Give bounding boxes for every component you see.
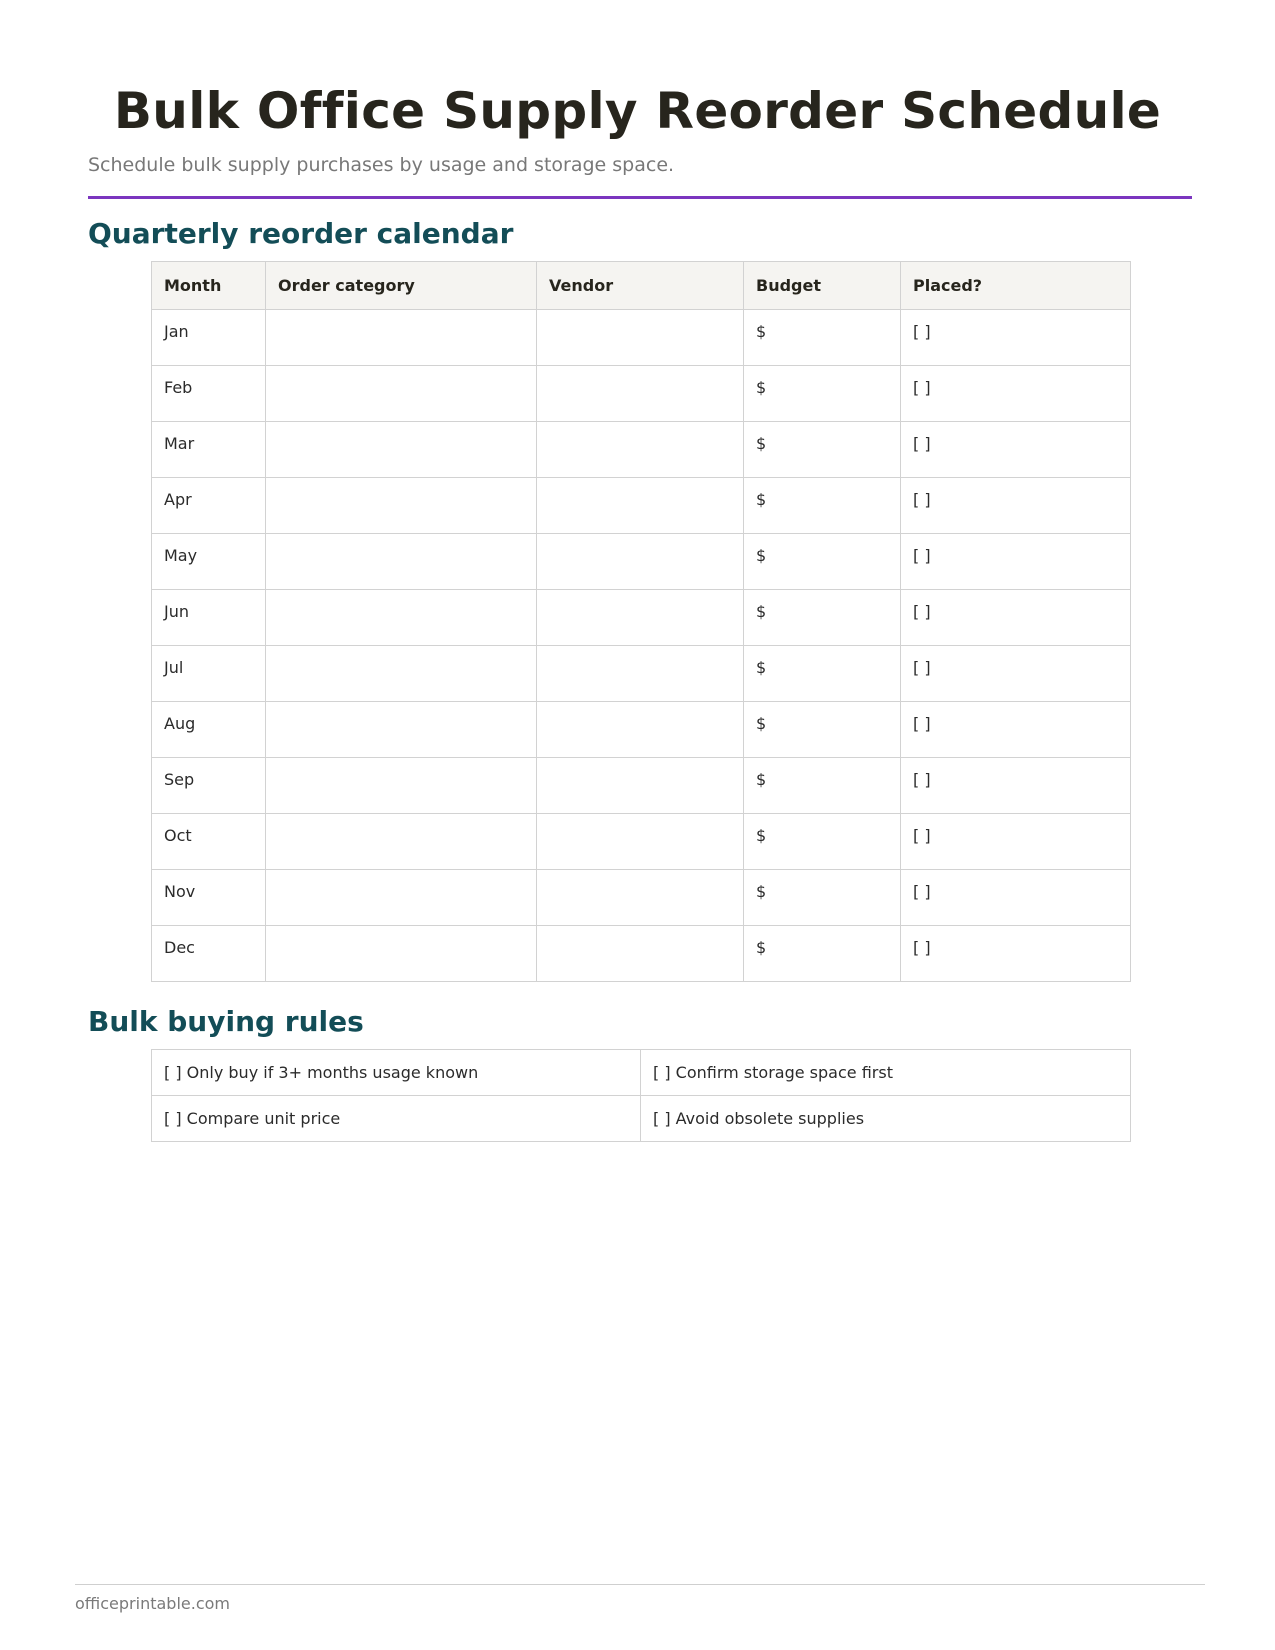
table-row — [152, 758, 1131, 814]
vendor-cell[interactable] — [537, 758, 744, 814]
placed-checkbox-cell[interactable]: [ ] — [901, 534, 1131, 590]
rule-checklist-item[interactable]: [ ] Confirm storage space first — [641, 1050, 1131, 1096]
rules-row — [152, 1096, 1131, 1142]
rules-body — [152, 1050, 1131, 1142]
footer-site: officeprintable.com — [75, 1594, 230, 1613]
placed-checkbox-cell[interactable]: [ ] — [901, 870, 1131, 926]
placed-checkbox-cell[interactable]: [ ] — [901, 814, 1131, 870]
budget-cell[interactable]: $ — [744, 870, 901, 926]
budget-cell[interactable]: $ — [744, 926, 901, 982]
table-row — [152, 870, 1131, 926]
order-category-cell[interactable] — [266, 534, 537, 590]
order-category-cell[interactable] — [266, 870, 537, 926]
placed-checkbox-cell[interactable]: [ ] — [901, 646, 1131, 702]
order-category-cell[interactable] — [266, 646, 537, 702]
table-row — [152, 310, 1131, 366]
table-row — [152, 422, 1131, 478]
column-header-vendor: Vendor — [537, 262, 744, 310]
column-header-placed: Placed? — [901, 262, 1131, 310]
calendar-body — [152, 310, 1131, 982]
table-row — [152, 366, 1131, 422]
section-heading-rules: Bulk buying rules — [88, 1005, 364, 1038]
table-row — [152, 478, 1131, 534]
vendor-cell[interactable] — [537, 646, 744, 702]
month-cell: Dec — [152, 926, 266, 982]
month-cell: Jul — [152, 646, 266, 702]
order-category-cell[interactable] — [266, 310, 537, 366]
placed-checkbox-cell[interactable]: [ ] — [901, 478, 1131, 534]
vendor-cell[interactable] — [537, 870, 744, 926]
rules-row — [152, 1050, 1131, 1096]
budget-cell[interactable]: $ — [744, 814, 901, 870]
month-cell: Jan — [152, 310, 266, 366]
budget-cell[interactable]: $ — [744, 422, 901, 478]
placed-checkbox-cell[interactable]: [ ] — [901, 422, 1131, 478]
table-row — [152, 646, 1131, 702]
bulk-buying-rules-table — [151, 1049, 1131, 1142]
vendor-cell[interactable] — [537, 926, 744, 982]
order-category-cell[interactable] — [266, 702, 537, 758]
month-cell: May — [152, 534, 266, 590]
rule-checklist-item[interactable]: [ ] Avoid obsolete supplies — [641, 1096, 1131, 1142]
vendor-cell[interactable] — [537, 590, 744, 646]
column-header-budget: Budget — [744, 262, 901, 310]
order-category-cell[interactable] — [266, 926, 537, 982]
order-category-cell[interactable] — [266, 366, 537, 422]
placed-checkbox-cell[interactable]: [ ] — [901, 926, 1131, 982]
table-row — [152, 702, 1131, 758]
month-cell: Oct — [152, 814, 266, 870]
budget-cell[interactable]: $ — [744, 702, 901, 758]
vendor-cell[interactable] — [537, 814, 744, 870]
month-cell: Sep — [152, 758, 266, 814]
table-row — [152, 590, 1131, 646]
section-heading-calendar: Quarterly reorder calendar — [88, 217, 514, 250]
table-row — [152, 534, 1131, 590]
budget-cell[interactable]: $ — [744, 590, 901, 646]
order-category-cell[interactable] — [266, 814, 537, 870]
month-cell: Mar — [152, 422, 266, 478]
table-row — [152, 814, 1131, 870]
budget-cell[interactable]: $ — [744, 534, 901, 590]
month-cell: Aug — [152, 702, 266, 758]
budget-cell[interactable]: $ — [744, 478, 901, 534]
order-category-cell[interactable] — [266, 422, 537, 478]
vendor-cell[interactable] — [537, 702, 744, 758]
rule-checklist-item[interactable]: [ ] Only buy if 3+ months usage known — [152, 1050, 641, 1096]
reorder-calendar-table — [151, 261, 1131, 982]
title-divider — [88, 196, 1192, 199]
budget-cell[interactable]: $ — [744, 366, 901, 422]
vendor-cell[interactable] — [537, 422, 744, 478]
placed-checkbox-cell[interactable]: [ ] — [901, 310, 1131, 366]
month-cell: Feb — [152, 366, 266, 422]
budget-cell[interactable]: $ — [744, 310, 901, 366]
column-header-month: Month — [152, 262, 266, 310]
placed-checkbox-cell[interactable]: [ ] — [901, 590, 1131, 646]
rule-checklist-item[interactable]: [ ] Compare unit price — [152, 1096, 641, 1142]
placed-checkbox-cell[interactable]: [ ] — [901, 366, 1131, 422]
column-header-order-category: Order category — [266, 262, 537, 310]
placed-checkbox-cell[interactable]: [ ] — [901, 758, 1131, 814]
order-category-cell[interactable] — [266, 590, 537, 646]
vendor-cell[interactable] — [537, 310, 744, 366]
month-cell: Jun — [152, 590, 266, 646]
table-row — [152, 926, 1131, 982]
footer-divider — [75, 1584, 1205, 1585]
vendor-cell[interactable] — [537, 534, 744, 590]
budget-cell[interactable]: $ — [744, 646, 901, 702]
vendor-cell[interactable] — [537, 478, 744, 534]
placed-checkbox-cell[interactable]: [ ] — [901, 702, 1131, 758]
order-category-cell[interactable] — [266, 478, 537, 534]
vendor-cell[interactable] — [537, 366, 744, 422]
page-subtitle: Schedule bulk supply purchases by usage and storage space. — [88, 154, 675, 176]
month-cell: Apr — [152, 478, 266, 534]
page-title: Bulk Office Supply Reorder Schedule — [113, 82, 1162, 140]
budget-cell[interactable]: $ — [744, 758, 901, 814]
table-header-row — [152, 262, 1131, 310]
order-category-cell[interactable] — [266, 758, 537, 814]
month-cell: Nov — [152, 870, 266, 926]
